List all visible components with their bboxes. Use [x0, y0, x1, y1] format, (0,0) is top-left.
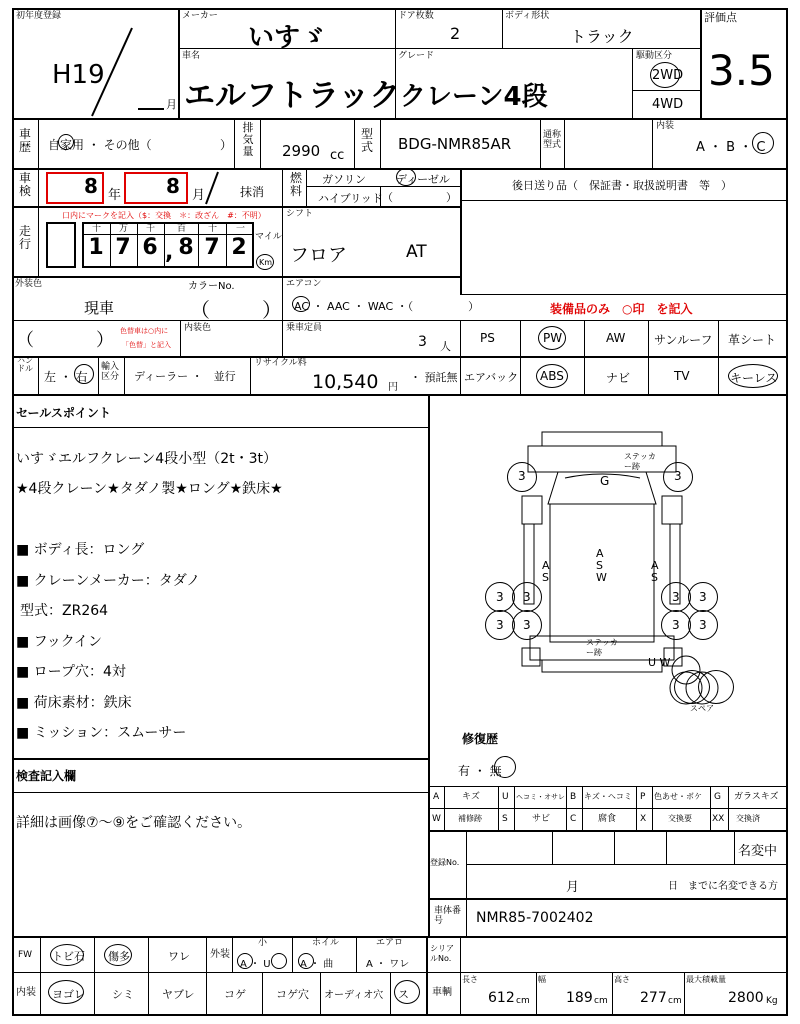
- interior-c-circle: [752, 132, 774, 154]
- odo-comma: ,: [165, 240, 174, 265]
- history-value: 自家用 ・ その他（: [48, 138, 152, 152]
- tire-rl2-label: 3: [523, 590, 531, 604]
- drive-2wd: 2WD: [652, 68, 684, 83]
- odo-digit-1: 1: [88, 235, 104, 260]
- height-label: 高さ: [614, 975, 630, 984]
- fuel-hybrid: ハイブリッド: [318, 192, 383, 205]
- ac-value: AC ・ AAC ・ WAC ・（ ）: [294, 300, 480, 313]
- glass-mark: G: [600, 474, 610, 488]
- body: トラック: [570, 27, 634, 46]
- fw-scratch-circle: [104, 944, 132, 966]
- equip-leather: 革シート: [728, 333, 777, 347]
- tire-rl4-label: 3: [523, 618, 531, 632]
- legend-p-code: P: [640, 792, 646, 802]
- wheel-value: A ・ 曲: [300, 959, 334, 970]
- displacement-value: 2990: [282, 142, 321, 160]
- ac-circle: [292, 296, 310, 312]
- sticker-trace-top: ステッカー跡: [624, 452, 656, 471]
- tire-rl1-label: 3: [496, 590, 504, 604]
- inspection-month-unit: 月: [192, 188, 206, 203]
- exterior-color-label: 外装色: [15, 279, 43, 289]
- fw-crack: ワレ: [168, 950, 190, 963]
- capacity-label: 乗車定員: [286, 323, 323, 333]
- shift-label: シフト: [286, 209, 314, 219]
- displacement-unit: cc: [330, 148, 345, 163]
- equip-abs: ABS: [540, 369, 564, 383]
- registration-month: 月: [566, 880, 580, 895]
- odo-digit-2: 7: [115, 235, 131, 260]
- side-mark-right: A S: [651, 559, 659, 584]
- aero-value: A ・ ワレ: [366, 959, 410, 970]
- later-documents: 後日送り品（ 保証書・取扱説明書 等 ）: [512, 179, 732, 192]
- side-mark-left: A S: [542, 559, 550, 584]
- sales-line-1: いすゞエルフクレーン4段小型（2t・3t）: [16, 451, 277, 467]
- width-label: 幅: [538, 975, 546, 984]
- import-value: ディーラー ・ 並行: [134, 370, 236, 383]
- interior-tear: ヤブレ: [162, 988, 195, 1001]
- dimension-label: 車輌: [432, 987, 452, 998]
- sales-title: セールスポイント: [16, 406, 111, 420]
- mileage-mark-box: [46, 222, 76, 268]
- reg-year: H19: [52, 60, 105, 90]
- inspection-slash: [202, 170, 222, 206]
- width-unit: cm: [594, 996, 608, 1006]
- reg-month-label: 月: [166, 98, 177, 111]
- odo-digit-3: 6: [142, 235, 158, 260]
- shift-at: AT: [406, 242, 427, 262]
- legend-g-code: G: [714, 792, 721, 802]
- odo-digit-6: 2: [231, 235, 247, 260]
- maker-label: メーカー: [182, 11, 218, 21]
- inspection-label: 車検: [18, 171, 31, 198]
- load-value: 2800: [728, 990, 764, 1006]
- fuel-paren-close: ）: [446, 191, 457, 204]
- interior-color-paren-close: ）: [96, 330, 114, 351]
- model-type-value: BDG-NMR85AR: [398, 135, 512, 153]
- recycle-unit: 円: [388, 382, 398, 393]
- equip-pw-circle: [538, 326, 566, 350]
- tire-rr3-label: 3: [672, 618, 680, 632]
- legend-p-text: 色あせ・ボケ: [654, 792, 702, 801]
- inspection-year: 8: [84, 174, 98, 198]
- legend-a-code: A: [433, 792, 440, 802]
- height-unit: cm: [668, 996, 682, 1006]
- inspection-notes-body: 詳細は画像⑦～⑨をご確認ください。: [16, 815, 252, 831]
- sales-bullet-6: ■ 荷床素材：鉄床: [16, 695, 132, 711]
- interior-color-paren-open: （: [16, 330, 34, 351]
- sales-line-2: ★4段クレーン★タダノ製★ロング★鉄床★: [16, 481, 283, 497]
- chassis-value: NMR85-7002402: [476, 910, 594, 926]
- aero-label: エアロ: [376, 938, 404, 948]
- doors-label: ドア枚数: [398, 11, 434, 21]
- sticker-trace-bottom: ステッカー跡: [586, 638, 618, 657]
- exterior-color-value: 現車: [84, 299, 115, 317]
- color-no-paren-close: ）: [262, 298, 282, 322]
- interior-last: ス: [398, 988, 409, 1001]
- repair-title: 修復歴: [462, 732, 499, 746]
- body-label: ボディ形状: [505, 11, 550, 21]
- legend-b-text: キズ・ヘコミ: [584, 792, 632, 801]
- doors: 2: [450, 24, 461, 43]
- score-label: 評価点: [704, 11, 737, 24]
- recycle-label: リサイクル料: [254, 358, 307, 368]
- odo-digit-4: 8: [178, 235, 194, 260]
- handle-label: ハンドル: [17, 356, 33, 373]
- ac-label: エアコン: [286, 279, 322, 289]
- legend-b-code: B: [570, 792, 577, 802]
- history-close: ）: [220, 138, 233, 152]
- mileage-mile: マイル: [255, 232, 282, 242]
- unit-man: 万: [119, 224, 129, 234]
- tire-rr1-label: 3: [672, 590, 680, 604]
- capacity-value: 3: [418, 334, 427, 350]
- drive-label: 駆動区分: [636, 51, 673, 61]
- car-name: エルフトラック: [184, 78, 401, 114]
- fw-chip: トビ石: [52, 950, 85, 963]
- sales-bullet-7: ■ ミッション：スムーサー: [16, 725, 187, 741]
- sales-bullet-1: ■ ボディ長：ロング: [16, 542, 145, 558]
- color-change-note-1: 色替車は○内に: [120, 327, 169, 335]
- fw-label: FW: [18, 950, 33, 960]
- fw-scratch: 傷多: [108, 950, 130, 963]
- fuel-diesel-circle: [396, 168, 416, 186]
- tire-rr4-label: 3: [699, 618, 707, 632]
- drive-4wd: 4WD: [652, 97, 684, 112]
- fuel-paren-open: （: [382, 191, 393, 204]
- legend-c-code: C: [570, 814, 577, 824]
- inspection-month: 8: [166, 174, 180, 198]
- legend-u-code: U: [502, 792, 509, 802]
- legend-x-text: 交換要: [668, 814, 692, 823]
- equipment-header: 装備品のみ ○印 を記入: [550, 302, 693, 316]
- inspection-notes-title: 検査記入欄: [16, 769, 77, 783]
- import-label: 輸入区分: [101, 362, 120, 382]
- truck-diagram: [430, 396, 786, 782]
- wheel-a-circle: [298, 953, 314, 969]
- chassis-label: 車体番号: [434, 906, 462, 926]
- unit-sen: 千: [146, 224, 156, 234]
- capacity-unit: 人: [440, 340, 451, 353]
- sales-bullet-5: ■ ロープ穴：4対: [16, 664, 126, 680]
- interior-burn: コゲ: [224, 988, 246, 1001]
- tire-fl-label: 3: [518, 469, 526, 483]
- shift-floor: フロア: [290, 244, 348, 266]
- equip-navi: ナビ: [606, 371, 631, 385]
- color-change-note-2: 「色替」と記入: [122, 341, 171, 349]
- spare-label: スペア: [690, 704, 714, 713]
- interior-dirt-circle: [48, 980, 84, 1004]
- equip-abs-circle: [536, 364, 568, 388]
- load-unit: Kg: [766, 996, 778, 1006]
- handle-value: 左 ・ 右: [44, 370, 88, 384]
- score: 3.5: [708, 46, 775, 95]
- interior-burn-hole: コゲ穴: [276, 988, 309, 1001]
- load-label: 最大積載量: [686, 975, 726, 984]
- mileage-label: 走行: [18, 224, 31, 251]
- small-u-circle: [271, 953, 287, 969]
- uw-mark: U W: [648, 656, 671, 669]
- fuel-gasoline: ガソリン: [322, 173, 366, 186]
- legend-s-code: S: [502, 814, 508, 824]
- equip-sunroof: サンルーフ: [654, 333, 713, 347]
- tire-rr2-label: 3: [699, 590, 707, 604]
- displacement-label: 排気量: [242, 121, 254, 158]
- name-change: 名変中: [738, 844, 778, 859]
- height-value: 277: [640, 990, 667, 1006]
- length-label: 長さ: [462, 975, 478, 984]
- interior-grade-label: 内装: [656, 121, 675, 131]
- exterior-label: 外装: [210, 949, 230, 960]
- serial-label: シリアルNo.: [430, 944, 454, 963]
- length-unit: cm: [516, 996, 530, 1006]
- equip-tv: TV: [674, 369, 690, 383]
- fuel-label: 燃料: [289, 171, 302, 198]
- inspection-cancel: 抹消: [240, 185, 265, 199]
- color-no-paren-open: （: [190, 298, 210, 322]
- tire-rl3-label: 3: [496, 618, 504, 632]
- legend-u-text: ヘコミ・オサレ: [516, 793, 565, 801]
- fuel-diesel: ディーゼル: [396, 173, 450, 186]
- small-label: 小: [258, 938, 268, 948]
- interior-stain: シミ: [112, 988, 134, 1001]
- equip-ps: PS: [480, 331, 495, 345]
- legend-xx-text: 交換済: [736, 814, 760, 823]
- registration-day-note: 日 までに名変できる方: [668, 881, 778, 892]
- equip-keyless-circle: [728, 364, 778, 388]
- sales-bullet-3: 型式：ZR264: [20, 603, 109, 619]
- interior-audio-hole: オーディオ穴: [324, 990, 384, 1001]
- interior-grade-value: A ・ B ・ C: [696, 140, 766, 155]
- recycle-note: ・ 預託無: [410, 371, 458, 384]
- history-label: 車歴: [18, 127, 31, 154]
- maker: いすゞ: [248, 23, 327, 53]
- grade-label: グレード: [398, 51, 435, 61]
- reg-year-label: 初年度登録: [16, 11, 62, 21]
- interior-last-circle: [394, 980, 420, 1004]
- legend-w-code: W: [432, 814, 441, 824]
- legend-a-text: キズ: [462, 792, 480, 802]
- sales-bullet-4: ■ フックイン: [16, 634, 102, 650]
- registration-label: 登録No.: [430, 858, 460, 867]
- equip-airbag: エアバック: [464, 371, 519, 384]
- legend-xx-code: XX: [712, 814, 725, 824]
- common-type-label: 通称型式: [543, 130, 562, 150]
- inspection-year-unit: 年: [108, 188, 122, 203]
- unit-ten-man: 十: [92, 224, 102, 234]
- model-type-label: 型式: [360, 127, 373, 154]
- odo-digit-5: 7: [204, 235, 220, 260]
- equip-keyless: キーレス: [730, 371, 778, 385]
- car-name-label: 車名: [182, 51, 201, 61]
- interior-color-label: 内装色: [184, 323, 212, 333]
- sales-bullet-2: ■ クレーンメーカー：タダノ: [16, 573, 201, 589]
- legend-c-text: 腐食: [598, 814, 617, 824]
- tire-fr-label: 3: [674, 469, 682, 483]
- unit-hyaku: 百: [177, 224, 187, 234]
- color-no-label: カラーNo.: [188, 281, 235, 292]
- grade: クレーン4段: [400, 82, 548, 112]
- spare-tire-2: [698, 670, 734, 704]
- mileage-note: 口内にマークを記入（$：交換 ＊：改ざん #：不明）: [62, 211, 266, 220]
- equip-pw: PW: [543, 331, 563, 345]
- center-mark: A S W: [596, 547, 607, 584]
- small-value: A ・ U: [240, 959, 271, 970]
- width-value: 189: [566, 990, 593, 1006]
- handle-right-circle: [74, 364, 94, 384]
- reg-year-slash: [88, 26, 138, 120]
- interior-label: 内装: [16, 987, 36, 998]
- unit-ichi: 一: [236, 224, 246, 234]
- fw-chip-circle: [50, 944, 84, 966]
- private-use-circle: [58, 134, 74, 150]
- unit-juu: 十: [208, 224, 218, 234]
- legend-w-text: 補修跡: [458, 814, 482, 823]
- interior-dirt: ヨゴレ: [52, 988, 85, 1001]
- repair-value: 有 ・ 無: [458, 764, 502, 778]
- legend-x-code: X: [640, 814, 647, 824]
- wheel-label: ホイル: [312, 938, 340, 948]
- recycle-value: 10,540: [312, 371, 379, 393]
- small-a-circle: [237, 953, 253, 969]
- mileage-km: Km: [259, 258, 273, 267]
- legend-s-text: サビ: [532, 814, 551, 824]
- legend-g-text: ガラスキズ: [734, 792, 779, 802]
- length-value: 612: [488, 990, 515, 1006]
- equip-aw: AW: [606, 331, 626, 345]
- repair-none-circle: [494, 756, 516, 778]
